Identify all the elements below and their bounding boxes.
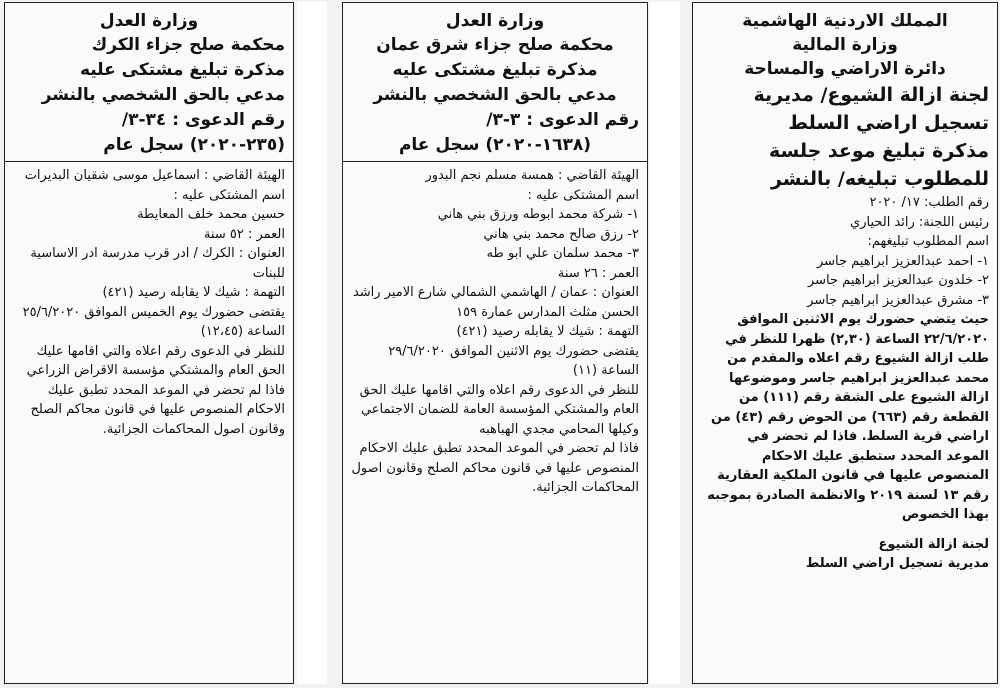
court-name: محكمة صلح جزاء شرق عمان (376, 35, 614, 55)
committee-head: رئيس اللجنة: رائد الحياري (850, 214, 989, 230)
request-number: رقم الطلب: ١٧/ ٢٠٢٠ (869, 195, 989, 210)
defendant-label: اسم المشتكى عليه : (173, 187, 285, 203)
list-item: ١- شركة محمد ابوطه ورزق بني هاني (437, 207, 639, 222)
people-list (701, 252, 989, 311)
land-department-notice (692, 2, 998, 684)
column-gap (650, 2, 680, 684)
divider-line (5, 161, 293, 162)
memo-line-2: مدعي بالحق الشخصي بالنشر (373, 85, 617, 105)
defendant-name: حسين محمد خلف المعايطة (137, 207, 285, 222)
defendant-label: اسم المشتكى عليه : (527, 187, 639, 203)
ministry-finance: وزارة المالية (792, 35, 898, 55)
memo-line-2: للمطلوب تبليغه/ بالنشر (770, 168, 989, 190)
list-item: ٢- رزق صالح محمد بني هاني (483, 226, 639, 242)
footer-committee: لجنة ازالة الشيوع (878, 536, 989, 552)
appearance-date: يقتضى حضورك يوم الخميس الموافق ٢٥/٦/٢٠٢٠ الساعة (١٢،٤٥) (22, 304, 285, 339)
karak-court-notice (4, 2, 294, 684)
case-number: رقم الدعوى : ٣٤-٣/ (121, 110, 285, 130)
list-item: ١- احمد عبدالعزيز ابراهيم جاسر (816, 253, 989, 269)
defendant-age: العمر : ٥٢ سنة (203, 226, 285, 242)
memo-line: مذكرة تبليغ موعد جلسة (769, 140, 989, 162)
warning-text: فاذا لم تحضر في الموعد المحدد تطبق عليك الاحكام المنصوص عليها في قانون محاكم الصلح وقانون اصول المحاكمات الجزائية. (351, 441, 639, 495)
column-gap (297, 2, 327, 684)
defendant-age: العمر : ٢٦ سنة (557, 265, 639, 281)
notice-body: حيث يتضي حضورك يوم الاثنين الموافق ٢٢/٦/٢٠٢٠ الساعة (٢,٣٠) ظهرا للنظر في طلب ازالة الشيوع رقم اعلاه والمقدم من محمد عبدالعزيز ابراهيم جاسر وموضوعها ازالة الشيوع على الشقة رقم (١١١) من القطعة رقم (٦٦٣) من الحوض رقم (٤٣) من اراضي قرية السلط. فاذا لم تحضر في الموعد المحدد ستطبق عليك الاحكام المنصوص عليها في قانون الملكية العقارية رقم ١٣ لسنة ٢٠١٩ والانظمة الصادرة بموجبه بهذا الخصوص (707, 312, 989, 522)
directorate-line: تسجيل اراضي السلط (788, 112, 989, 134)
committee-line: لجنة ازالة الشيوع/ مديرية (753, 84, 989, 106)
list-item: ٢- خلدون عبدالعزيز ابراهيم جاسر (807, 273, 989, 288)
charge: التهمة : شيك لا يقابله رصيد (٤٢١) (456, 324, 639, 339)
defendant-list (351, 205, 639, 264)
land-department: دائرة الاراضي والمساحة (744, 59, 946, 79)
memo-line-2: مدعي بالحق الشخصي بالنشر (41, 85, 285, 105)
case-register: (٢٣٥-٢٠٢٠) سجل عام (103, 135, 285, 155)
court-name: محكمة صلح جزاء الكرك (91, 35, 285, 55)
appearance-date: يقتضى حضورك يوم الاثنين الموافق ٢٩/٦/٢٠٢٠ الساعة (١١) (388, 343, 639, 378)
defendant-address: العنوان : عمان / الهاشمي الشمالي شارع الامير راشد الحسن مثلث المدارس عمارة ١٥٩ (352, 285, 639, 320)
judge-panel: الهيئة القاضي : اسماعيل موسى شقيان البديرات (24, 168, 285, 183)
case-details: للنظر في الدعوى رقم اعلاه والتي اقامها عليك الحق العام والمشتكي المؤسسة العامة للضمان الاجتماعي وكيلها المحامي مجدي الهباهبه (359, 382, 639, 437)
ministry-justice: وزارة العدل (99, 11, 199, 31)
kingdom-title: المملك الاردنية الهاشمية (742, 11, 948, 31)
charge: التهمة : شيك لا يقابله رصيد (٤٢١) (102, 285, 285, 300)
east-amman-court-notice (342, 2, 648, 684)
memo-line: مذكرة تبليغ مشتكى عليه (392, 60, 598, 80)
case-number: رقم الدعوى : ٣-٣/ (486, 110, 639, 130)
warning-text: فاذا لم تحضر في الموعد المحدد تطبق عليك الاحكام المنصوص عليها في قانون محاكم الصلح وقانون اصول المحاكمات الجزائية. (30, 382, 285, 437)
notify-label: اسم المطلوب تبليغهم: (867, 234, 989, 249)
case-register: (١٦٣٨-٢٠٢٠) سجل عام (398, 135, 592, 155)
ministry-justice: وزارة العدل (445, 11, 545, 31)
footer-directorate: مديرية تسجيل اراضي السلط (805, 556, 989, 571)
judge-panel: الهيئة القاضي : همسة مسلم نجم البدور (425, 168, 639, 183)
case-details: للنظر في الدعوى رقم اعلاه والتي اقامها عليك الحق العام والمشتكي مؤسسة الاقراض الزراعي (26, 343, 285, 378)
memo-line: مذكرة تبليغ مشتكى عليه (79, 60, 285, 80)
notice-footer (701, 535, 989, 574)
list-item: ٣- محمد سلمان علي ابو طه (486, 246, 639, 261)
defendant-address: العنوان : الكرك / ادر قرب مدرسة ادر الاساسية للبنات (30, 246, 285, 281)
list-item: ٣- مشرق عبدالعزيز ابراهيم جاسر (807, 292, 989, 308)
divider-line (343, 161, 647, 162)
